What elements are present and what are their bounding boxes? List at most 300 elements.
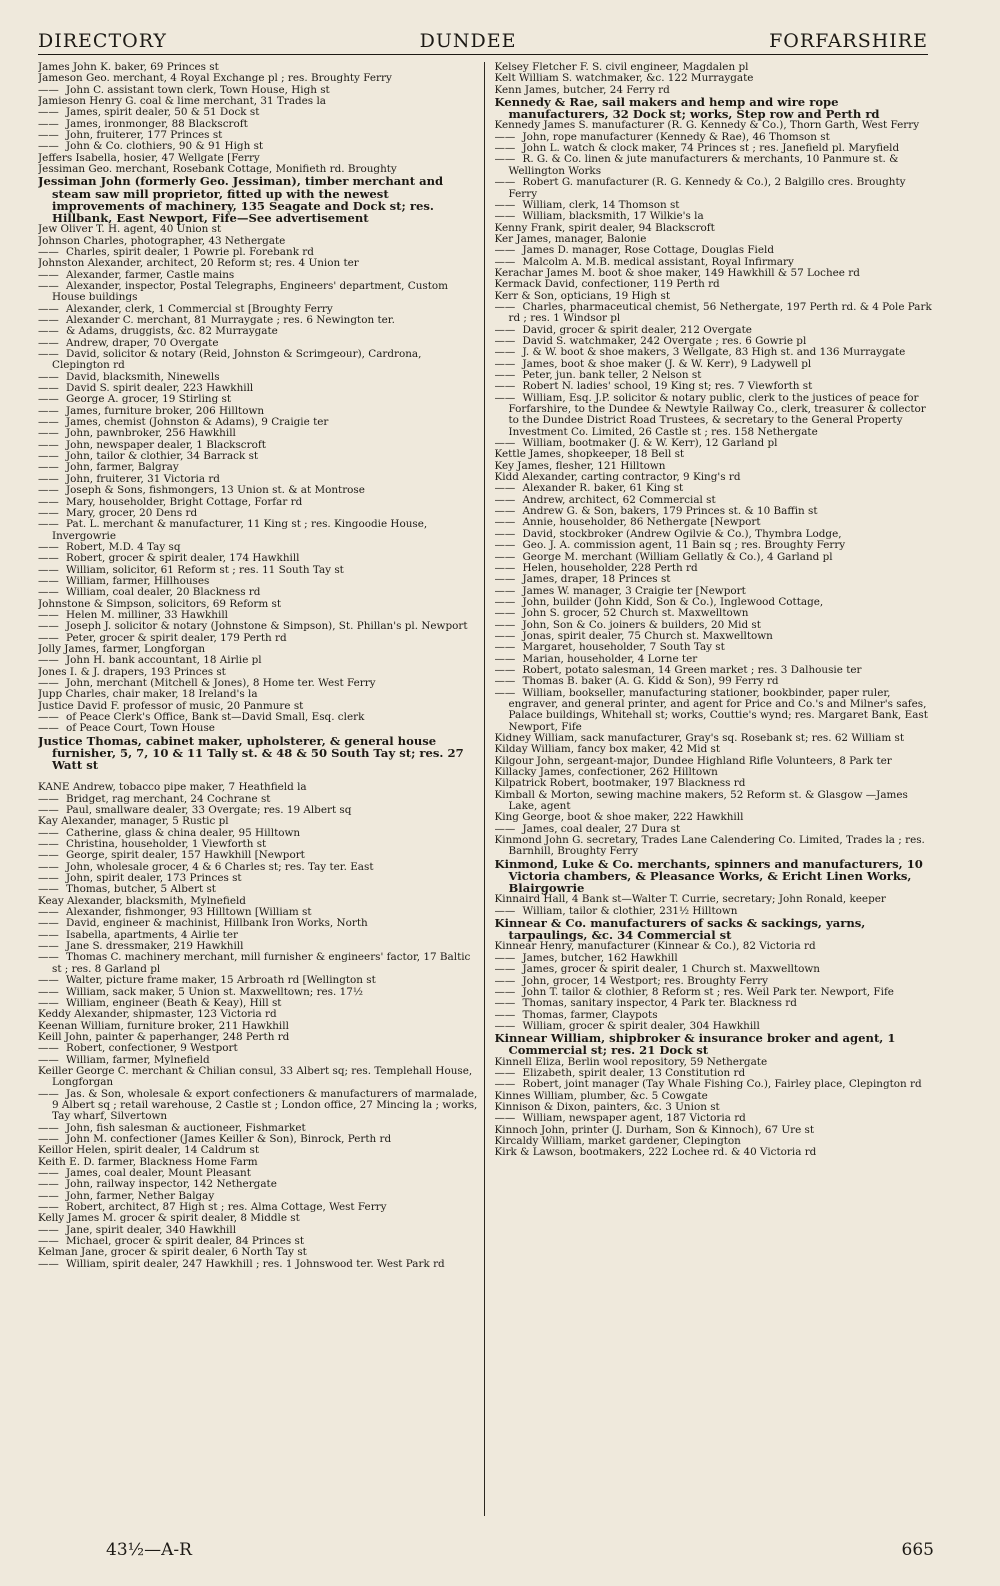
entry-text: Ker James, manager, Balonie [494,232,647,245]
ditto-dash: —— [38,1257,59,1270]
entry-text: Johnston Alexander, architect, 20 Reform st; res. 4 Union ter [38,257,359,270]
entry-text: Kinnison & Dixon, painters, &c. 3 Union st [494,1101,720,1114]
page-footer [106,1540,934,1560]
entry-text: of Peace Clerk's Office, Bank st—David Small, Esq. clerk [66,711,365,724]
entry-text: Jameson Geo. merchant, 4 Royal Exchange pl ; res. Broughty Ferry [38,72,392,85]
entry-text: Andrew, draper, 70 Overgate [66,336,219,349]
entry-text: George, spirit dealer, 157 Hawkhill [Newport [66,849,305,862]
entry-text: David S. watchmaker, 242 Overgate ; res. 6 Gowrie pl [522,334,807,347]
entry-text: Kircaldy William, market gardener, Clepington [494,1135,741,1148]
entry-text: William, spirit dealer, 247 Hawkhill ; res. 1 Johnswood ter. West Park rd [66,1257,445,1270]
entry-text: George M. merchant (William Gellatly & Co.), 4 Garland pl [522,550,833,563]
entry-text: Alexander R. baker, 61 King st [522,482,684,495]
ditto-dash: —— [494,963,516,976]
ditto-dash: —— [38,404,59,417]
entry-text: Keddy Alexander, shipmaster, 123 Victoria rd [38,1008,277,1021]
ditto-dash: —— [38,106,59,119]
entry-text: Key James, flesher, 121 Hilltown [494,459,666,472]
entry-text: Helen, householder, 228 Perth rd [522,561,698,574]
header-right: FORFARSHIRE [769,30,928,52]
entry-text: George A. grocer, 19 Stirling st [66,393,232,406]
ditto-dash: —— [38,472,59,485]
ditto-dash: —— [38,906,59,919]
directory-entry [38,1066,478,1089]
entry-text: Peter, grocer & spirit dealer, 179 Perth rd [66,631,287,644]
ditto-dash: —— [494,985,516,998]
directory-entry [495,688,935,733]
entry-text: Annie, householder, 86 Nethergate [Newport [522,516,761,529]
ditto-dash: —— [494,153,516,166]
ditto-dash: —— [38,1053,59,1066]
ditto-dash: —— [494,130,516,143]
ditto-dash: —— [494,516,516,529]
ditto-dash: —— [494,357,516,370]
ditto-dash: —— [38,804,59,817]
entry-text: of Peace Court, Town House [66,722,215,735]
ditto-dash: —— [494,1019,516,1032]
entry-text: John, farmer, Balgray [66,461,179,474]
ditto-dash: —— [38,985,59,998]
ditto-dash: —— [494,675,516,688]
entry-text: Kenn James, butcher, 24 Ferry rd [494,83,670,96]
entry-text: Kimball & Morton, sewing machine makers, 52 Reform st. & Glasgow —James Lake, agent [494,788,908,813]
header-left: DIRECTORY [38,30,167,52]
entry-text: Jolly James, farmer, Longforgan [38,642,206,655]
entry-text: William, blacksmith, 17 Wilkie's la [522,210,704,223]
entry-text: Thomas C. machinery merchant, mill furnisher & engineers' factor, 17 Baltic st ; res. 8 Garland pl [52,951,471,975]
ditto-dash: —— [38,711,59,724]
entry-text: Killacky James, confectioner, 262 Hilltown [494,766,718,779]
ditto-dash: —— [38,1042,59,1055]
entry-text: Keenan William, furniture broker, 211 Hawkhill [38,1019,289,1032]
entry-text: Johnstone & Simpson, solicitors, 69 Reform st [38,597,282,610]
ditto-dash: —— [38,620,59,633]
ditto-dash: —— [494,997,516,1010]
ditto-dash: —— [38,348,59,361]
entry-text: Charles, pharmaceutical chemist, 56 Nethergate, 197 Perth rd. & 4 Pole Park rd ; res. 1 Windsor pl [508,300,932,325]
directory-entry [38,519,478,542]
directory-entry [38,1089,478,1123]
entry-text: Kenny Frank, spirit dealer, 94 Blackscroft [494,221,715,234]
directory-entry [38,1259,478,1270]
entry-text: Jamieson Henry G. coal & lime merchant, 31 Trades la [38,95,326,108]
ditto-dash: —— [38,860,59,873]
ditto-dash: —— [38,1121,59,1134]
entry-text: Robert, joint manager (Tay Whale Fishing Co.), Fairley place, Clepington rd [522,1078,922,1091]
ditto-dash: —— [38,1223,59,1236]
entry-text: John H. bank accountant, 18 Airlie pl [66,654,262,667]
entry-text: James, boot & shoe maker (J. & W. Kerr), 9 Ladywell pl [522,357,812,370]
entry-text: Keillor Helen, spirit dealer, 14 Caldrum st [38,1144,260,1157]
entry-text: Robert, grocer & spirit dealer, 174 Hawkhill [66,552,300,565]
ditto-dash: —— [38,563,59,576]
directory-entry [495,1147,935,1158]
ditto-dash: —— [38,996,59,1009]
entry-text: John, pawnbroker, 256 Hawkhill [66,427,236,440]
entry-text: John, newspaper dealer, 1 Blackscroft [66,438,266,451]
ditto-dash: —— [38,677,59,689]
entry-text: Mary, grocer, 20 Dens rd [66,506,198,519]
entry-text: Kinnaird Hall, 4 Bank st—Walter T. Currie, secretary; John Ronald, keeper [494,893,886,906]
entry-text: James John K. baker, 69 Princes st [38,62,219,73]
ditto-dash: —— [38,302,59,315]
entry-text: J. & W. boot & shoe makers, 3 Wellgate, 83 High st. and 136 Murraygate [522,346,906,359]
entry-text: Peter, jun. bank teller, 2 Nelson st [522,369,702,381]
ditto-dash: —— [494,561,516,574]
entry-text: John, rope manufacturer (Kennedy & Rae), 46 Thomson st [522,130,830,143]
entry-text: Kinmond, Luke & Co. merchants, spinners and manufacturers, 10 Victoria chambers, & Pleasance Works, & Ericht Linen Works, Blairgowrie [494,856,923,896]
entry-text: Kinmond John G. secretary, Trades Lane Calendering Co. Limited, Trades la ; res. Barnhill, Broughty Ferry [494,834,925,858]
page-number: 665 [901,1540,934,1560]
directory-entry [495,790,935,813]
entry-text: John, spirit dealer, 173 Princes st [66,872,242,885]
entry-text: Jew Oliver T. H. agent, 40 Union st [38,223,222,236]
entry-text: Catherine, glass & china dealer, 95 Hilltown [66,826,301,839]
entry-text: Mary, householder, Bright Cottage, Forfar rd [66,495,303,508]
ditto-dash: —— [494,210,516,223]
entry-text: John, builder (John Kidd, Son & Co.), Inglewood Cottage, [522,595,824,608]
ditto-dash: —— [38,608,59,621]
entry-text: Alexander, farmer, Castle mains [66,268,235,281]
entry-text: William, clerk, 14 Thomson st [522,198,680,211]
ditto-dash: —— [38,83,59,96]
entry-text: Alexander, clerk, 1 Commercial st [Broughty Ferry [66,302,333,315]
entry-text: Keill John, painter & paperhanger, 248 Perth rd [38,1030,290,1043]
ditto-dash: —— [494,527,516,540]
ditto-dash: —— [38,826,59,839]
entry-text: James, ironmonger, 88 Blackscroft [66,117,248,130]
entry-text: David, grocer & spirit dealer, 212 Overgate [522,323,752,336]
ditto-dash: —— [38,506,59,519]
entry-text: Jones I. & J. drapers, 193 Princes st [38,665,226,678]
entry-text: Bridget, rag merchant, 24 Cochrane st [66,792,271,805]
ditto-dash: —— [38,1132,59,1145]
entry-text: Elizabeth, spirit dealer, 13 Constitution rd [522,1066,746,1079]
ditto-dash: —— [38,461,59,474]
ditto-dash: —— [38,117,59,130]
ditto-dash: —— [38,872,59,885]
ditto-dash: —— [494,300,516,313]
ditto-dash: —— [38,140,59,153]
ditto-dash: —— [494,369,516,381]
entry-text: Jessiman John (formerly Geo. Jessiman), timber merchant and steam saw mill proprietor, fitted up with the newest improvements of machinery, 135 Seagate and Dock st; res. Hillbank, East Newport, Fife—See advertisement [38,174,444,226]
entry-text: David, stockbroker (Andrew Ogilvie & Co.), Thymbra Lodge, [522,527,842,540]
ditto-dash: —— [38,268,59,281]
entry-text: William, solicitor, 61 Reform st ; res. 11 South Tay st [66,563,344,576]
entry-text: Robert, potato salesman, 14 Green market ; res. 3 Dalhousie ter [522,663,862,676]
entry-text: James, spirit dealer, 50 & 51 Dock st [66,106,260,119]
entry-text: Jonas, spirit dealer, 75 Church st. Maxwelltown [522,629,773,642]
entry-text: Jeffers Isabella, hosier, 47 Wellgate [Ferry [38,151,260,164]
entry-text: William, tailor & clothier, 231½ Hilltown [522,904,738,917]
ditto-dash: —— [494,641,516,654]
ditto-dash: —— [38,495,59,508]
directory-entry [495,835,935,858]
ditto-dash: —— [494,539,516,552]
ditto-dash: —— [38,484,59,497]
ditto-dash: —— [38,654,59,667]
ditto-dash: —— [38,1201,59,1214]
entry-text: Jane, spirit dealer, 340 Hawkhill [66,1223,237,1236]
entry-text: Kidney William, sack manufacturer, Gray's sq. Rosebank st; res. 62 William st [494,732,904,744]
ditto-dash: —— [494,974,516,987]
directory-entry [38,349,478,372]
entry-text: Kennedy James S. manufacturer (R. G. Kennedy & Co.), Thorn Garth, West Ferry [494,119,920,132]
entry-text: John C. assistant town clerk, Town House, High st [66,83,330,96]
entry-text: Joseph J. solicitor & notary (Johnstone & Simpson), St. Phillan's pl. Newport [66,620,468,633]
ditto-dash: —— [38,917,59,930]
ditto-dash: —— [494,629,516,642]
entry-text: James, grocer & spirit dealer, 1 Church st. Maxwelltown [522,963,820,976]
ditto-dash: —— [38,382,59,395]
ditto-dash: —— [38,245,59,258]
ditto-dash: —— [38,1167,59,1180]
entry-text: Kelt William S. watchmaker, &c. 122 Murraygate [494,72,754,85]
entry-text: Jupp Charles, chair maker, 18 Ireland's la [38,688,258,701]
entry-text: Kennedy & Rae, sail makers and hemp and wire rope manufacturers, 32 Dock st; works, Step row and Perth rd [494,95,880,122]
right-column [495,62,935,1516]
entry-text: Keith E. D. farmer, Blackness Home Farm [38,1155,258,1168]
directory-entry [38,281,478,304]
entry-text: Paul, smallware dealer, 33 Overgate; res. 19 Albert sq [66,804,352,817]
entry-text: William, Esq. J.P. solicitor & notary public, clerk to the justices of peace for Forfarshire, to the Dundee & Newtyle Railway Co., clerk, treasurer & collector to the Dundee District Road Trustees, & secretary to the General Property Investment Co. Limited, 26 Castle st ; res. 158 Nethergate [508,391,926,438]
entry-text: David, engineer & machinist, Hillbank Iron Works, North [66,917,368,930]
entry-text: Isabella, apartments, 4 Airlie ter [66,928,238,941]
ditto-dash: —— [38,336,59,349]
ditto-dash: —— [38,722,59,735]
entry-text: John, merchant (Mitchell & Jones), 8 Home ter. West Ferry [66,677,376,689]
entry-text: John, fish salesman & auctioneer, Fishmarket [66,1121,306,1134]
ditto-dash: —— [494,334,516,347]
ditto-dash: —— [38,427,59,440]
entry-text: & Adams, druggists, &c. 82 Murraygate [66,325,278,338]
ditto-dash: —— [38,450,59,463]
entry-text: John L. watch & clock maker, 74 Princes st ; res. Janefield pl. Maryfield [522,142,900,155]
directory-entry [495,154,935,177]
entry-text: James, butcher, 162 Hawkhill [522,951,678,964]
entry-text: William, newspaper agent, 187 Victoria rd [522,1112,746,1125]
ditto-dash: —— [494,176,516,189]
ditto-dash: —— [38,438,59,451]
ditto-dash: —— [38,540,59,553]
header-center: DUNDEE [419,30,517,52]
directory-entry [495,1032,935,1056]
ditto-dash: —— [494,244,516,257]
ditto-dash: —— [38,792,59,805]
ditto-dash: —— [38,940,59,953]
entry-text: Jane S. dressmaker, 219 Hawkhill [66,940,244,953]
entry-text: Thomas, sanitary inspector, 4 Park ter. Blackness rd [522,997,797,1010]
ditto-dash: —— [494,652,516,665]
directory-entry [495,917,935,941]
entry-text: William, bootmaker (J. & W. Kerr), 12 Garland pl [522,437,778,450]
entry-text: Alexander, inspector, Postal Telegraphs, Engineers' department, Custom House buildings [52,279,448,304]
entry-text: Helen M. milliner, 33 Hawkhill [66,608,228,621]
entry-text: Thomas, farmer, Claypots [522,1008,658,1021]
ditto-dash: —— [38,279,59,292]
ditto-dash: —— [38,883,59,896]
entry-text: John, grocer, 14 Westport; res. Broughty Ferry [522,974,768,987]
entry-text: Charles, spirit dealer, 1 Powrie pl. Forebank rd [66,245,314,258]
ditto-dash: —— [38,1235,59,1248]
directory-entry [495,393,935,438]
entry-text: Kelly James M. grocer & spirit dealer, 8 Middle st [38,1212,300,1225]
directory-entry [38,175,478,224]
directory-entry [38,735,478,772]
ditto-dash: —— [38,393,59,406]
entry-text: Pat. L. merchant & manufacturer, 11 King st ; res. Kingoodie House, Invergowrie [52,518,428,542]
entry-text: John, wholesale grocer, 4 & 6 Charles st; res. Tay ter. East [66,860,374,873]
entry-text: John M. confectioner (James Keiller & Son), Binrock, Perth rd [66,1132,392,1145]
ditto-dash: —— [494,904,516,917]
entry-text: Jessiman Geo. merchant, Rosebank Cottage, Monifieth rd. Broughty [38,163,397,176]
running-header [38,30,928,55]
ditto-dash: —— [494,198,516,211]
ditto-dash: —— [38,928,59,941]
entry-text: John, Son & Co. joiners & builders, 20 Mid st [522,618,761,631]
entry-text: Kirk & Lawson, bootmakers, 222 Lochee rd. & 40 Victoria rd [494,1146,817,1159]
ditto-dash: —— [38,325,59,338]
ditto-dash: —— [38,552,59,565]
entry-text: Kilpatrick Robert, bootmaker, 197 Blackness rd [494,777,746,790]
entry-text: Robert, confectioner, 9 Westport [66,1042,238,1055]
ditto-dash: —— [494,686,516,699]
ditto-dash: —— [38,129,59,142]
entry-text: James, draper, 18 Princes st [522,573,671,586]
ditto-dash: —— [494,391,516,404]
ditto-dash: —— [494,482,516,495]
entry-text: Malcolm A. M.B. medical assistant, Royal Infirmary [522,255,794,268]
ditto-dash: —— [38,849,59,862]
entry-text: James D. manager, Rose Cottage, Douglas Field [522,244,774,257]
entry-text: Kettle James, shopkeeper, 18 Bell st [494,448,685,461]
ditto-dash: —— [494,663,516,676]
ditto-dash: —— [38,1178,59,1191]
signature-mark: 43½—A-R [106,1540,192,1560]
entry-text: Michael, grocer & spirit dealer, 84 Princes st [66,1235,304,1248]
entry-text: John, railway inspector, 142 Nethergate [66,1178,277,1191]
entry-text: William, engineer (Beath & Keay), Hill st [66,996,282,1009]
entry-text: Kinnell Eliza, Berlin wool repository, 59 Nethergate [494,1055,768,1068]
entry-text: Johnson Charles, photographer, 43 Nethergate [38,234,286,247]
ditto-dash: —— [38,574,59,587]
ditto-dash: —— [38,974,59,987]
entry-text: Robert N. ladies' school, 19 King st; res. 7 Viewforth st [522,380,813,393]
ditto-dash: —— [38,370,59,383]
entry-text: David, blacksmith, Ninewells [66,370,220,383]
ditto-dash: —— [38,416,59,429]
ditto-dash: —— [38,1189,59,1202]
ditto-dash: —— [38,314,59,326]
ditto-dash: —— [494,1078,516,1091]
entry-text: R. G. & Co. linen & jute manufacturers & merchants, 10 Panmure st. & Wellington Works [508,153,899,177]
entry-text: Kilday William, fancy box maker, 42 Mid st [494,743,721,756]
entry-text: Robert, architect, 87 High st ; res. Alma Cottage, West Ferry [66,1201,387,1214]
entry-text: David S. spirit dealer, 223 Hawkhill [66,382,254,395]
entry-text: John, farmer, Nether Balgay [66,1189,215,1202]
entry-text: Kelman Jane, grocer & spirit dealer, 6 North Tay st [38,1246,307,1259]
entry-text: Kinnear William, shipbroker & insurance broker and agent, 1 Commercial st; res. 21 Dock st [494,1031,896,1058]
entry-text: William, farmer, Mylnefield [66,1053,210,1066]
entry-text: Kay Alexander, manager, 5 Rustic pl [38,815,229,828]
ditto-dash: —— [494,573,516,586]
ditto-dash: —— [494,380,516,393]
ditto-dash: —— [494,255,516,268]
ditto-dash: —— [38,586,59,599]
entry-text: Andrew G. & Son, bakers, 179 Princes st. & 10 Baffin st [522,505,818,518]
entry-text: John, fruiterer, 177 Princes st [66,129,223,142]
ditto-dash: —— [494,550,516,563]
ditto-dash: —— [494,618,516,631]
ditto-dash: —— [38,518,59,531]
entry-text: KANE Andrew, tobacco pipe maker, 7 Heathfield la [38,781,307,794]
entry-text: John, fruiterer, 31 Victoria rd [66,472,220,485]
entry-text: Keay Alexander, blacksmith, Mylnefield [38,894,246,907]
entry-text: William, farmer, Hillhouses [66,574,210,587]
ditto-dash: —— [494,346,516,359]
ditto-dash: —— [494,607,516,620]
entry-text: Kelsey Fletcher F. S. civil engineer, Magdalen pl [494,62,749,73]
entry-text: James, coal dealer, 27 Dura st [522,822,681,835]
ditto-dash: —— [494,323,516,336]
entry-text: Robert G. manufacturer (R. G. Kennedy & Co.), 2 Balgillo cres. Broughty Ferry [508,176,906,200]
entry-text: Walter, picture frame maker, 15 Arbroath rd [Wellington st [66,974,376,987]
entry-text: James W. manager, 3 Craigie ter [Newport [522,584,746,597]
entry-text: William, coal dealer, 20 Blackness rd [66,586,261,599]
entry-text: Kermack David, confectioner, 119 Perth rd [494,278,720,291]
entry-text: Kerr & Son, opticians, 19 High st [494,289,671,302]
entry-text: John S. grocer, 52 Church st. Maxwelltown [522,607,749,620]
entry-text: James, chemist (Johnston & Adams), 9 Craigie ter [66,416,329,429]
entry-text: Kilgour John, sergeant-major, Dundee Highland Rifle Volunteers, 8 Park ter [494,754,892,767]
entry-text: Jas. & Son, wholesale & export confectioners & manufacturers of marmalade, 9 Albert sq ; retail warehouse, 2 Castle st ; London office, 27 Mincing la ; works, Tay wharf, Silvertown [52,1087,478,1123]
entry-text: William, bookseller, manufacturing stationer, bookbinder, paper ruler, engraver, and general printer, and agent for Price and Co.'s and Milner's safes, Palace buildings, Whitehall st; works, Couttie's wynd; res. Margaret Bank, East Newport, Fife [508,686,928,733]
entry-text: John, tailor & clothier, 34 Barrack st [66,450,259,463]
directory-entry [38,952,478,975]
entry-text: Kinnear & Co. manufacturers of sacks & sackings, yarns, tarpaulings, &c. 34 Commercial st [494,916,866,943]
entry-text: Alexander C. merchant, 81 Murraygate ; res. 6 Newington ter. [66,314,395,326]
ditto-dash: —— [38,631,59,644]
entry-text: John T. tailor & clothier, 8 Reform st ; res. Weil Park ter. Newport, Fife [522,985,894,998]
entry-text: Robert, M.D. 4 Tay sq [66,540,181,553]
ditto-dash: —— [494,584,516,597]
entry-text: Thomas, butcher, 5 Albert st [66,883,216,896]
directory-entry [495,177,935,200]
entry-text: Geo. J. A. commission agent, 11 Bain sq ; res. Broughty Ferry [522,539,846,552]
ditto-dash: —— [494,1008,516,1021]
entry-text: Kinnear Henry, manufacturer (Kinnear & Co.), 82 Victoria rd [494,940,816,953]
entry-text: Christina, householder, 1 Viewforth st [66,838,267,851]
directory-entry [495,302,935,325]
entry-text: Joseph & Sons, fishmongers, 13 Union st. & at Montrose [66,484,365,497]
ditto-dash: —— [38,838,59,851]
directory-entry [495,858,935,895]
entry-text: William, grocer & spirit dealer, 304 Hawkhill [522,1019,760,1032]
ditto-dash: —— [494,951,516,964]
entry-text: Marian, householder, 4 Lorne ter [522,652,698,665]
entry-text: Kinnoch John, printer (J. Durham, Son & Kinnoch), 67 Ure st [494,1123,815,1136]
entry-text: Thomas B. baker (A. G. Kidd & Son), 99 Ferry rd [522,675,779,688]
entry-text: Alexander, fishmonger, 93 Hilltown [William st [66,906,312,919]
ditto-dash: —— [494,505,516,518]
entry-text: Kinnes William, plumber, &c. 5 Cowgate [494,1089,708,1102]
entry-text: Keiller George C. merchant & Chilian consul, 33 Albert sq; res. Templehall House, Longforgan [38,1064,473,1089]
entry-text: Justice Thomas, cabinet maker, upholsterer, & general house furnisher, 5, 7, 10 & 11 Tally st. & 48 & 50 South Tay st; res. 27 Watt st [38,733,464,773]
ditto-dash: —— [38,1087,59,1100]
entry-text: Margaret, householder, 7 South Tay st [522,641,725,654]
entry-text: David, solicitor & notary (Reid, Johnston & Scrimgeour), Cardrona, Clepington rd [52,348,422,372]
entry-text: William, sack maker, 5 Union st. Maxwelltown; res. 17½ [66,985,363,998]
